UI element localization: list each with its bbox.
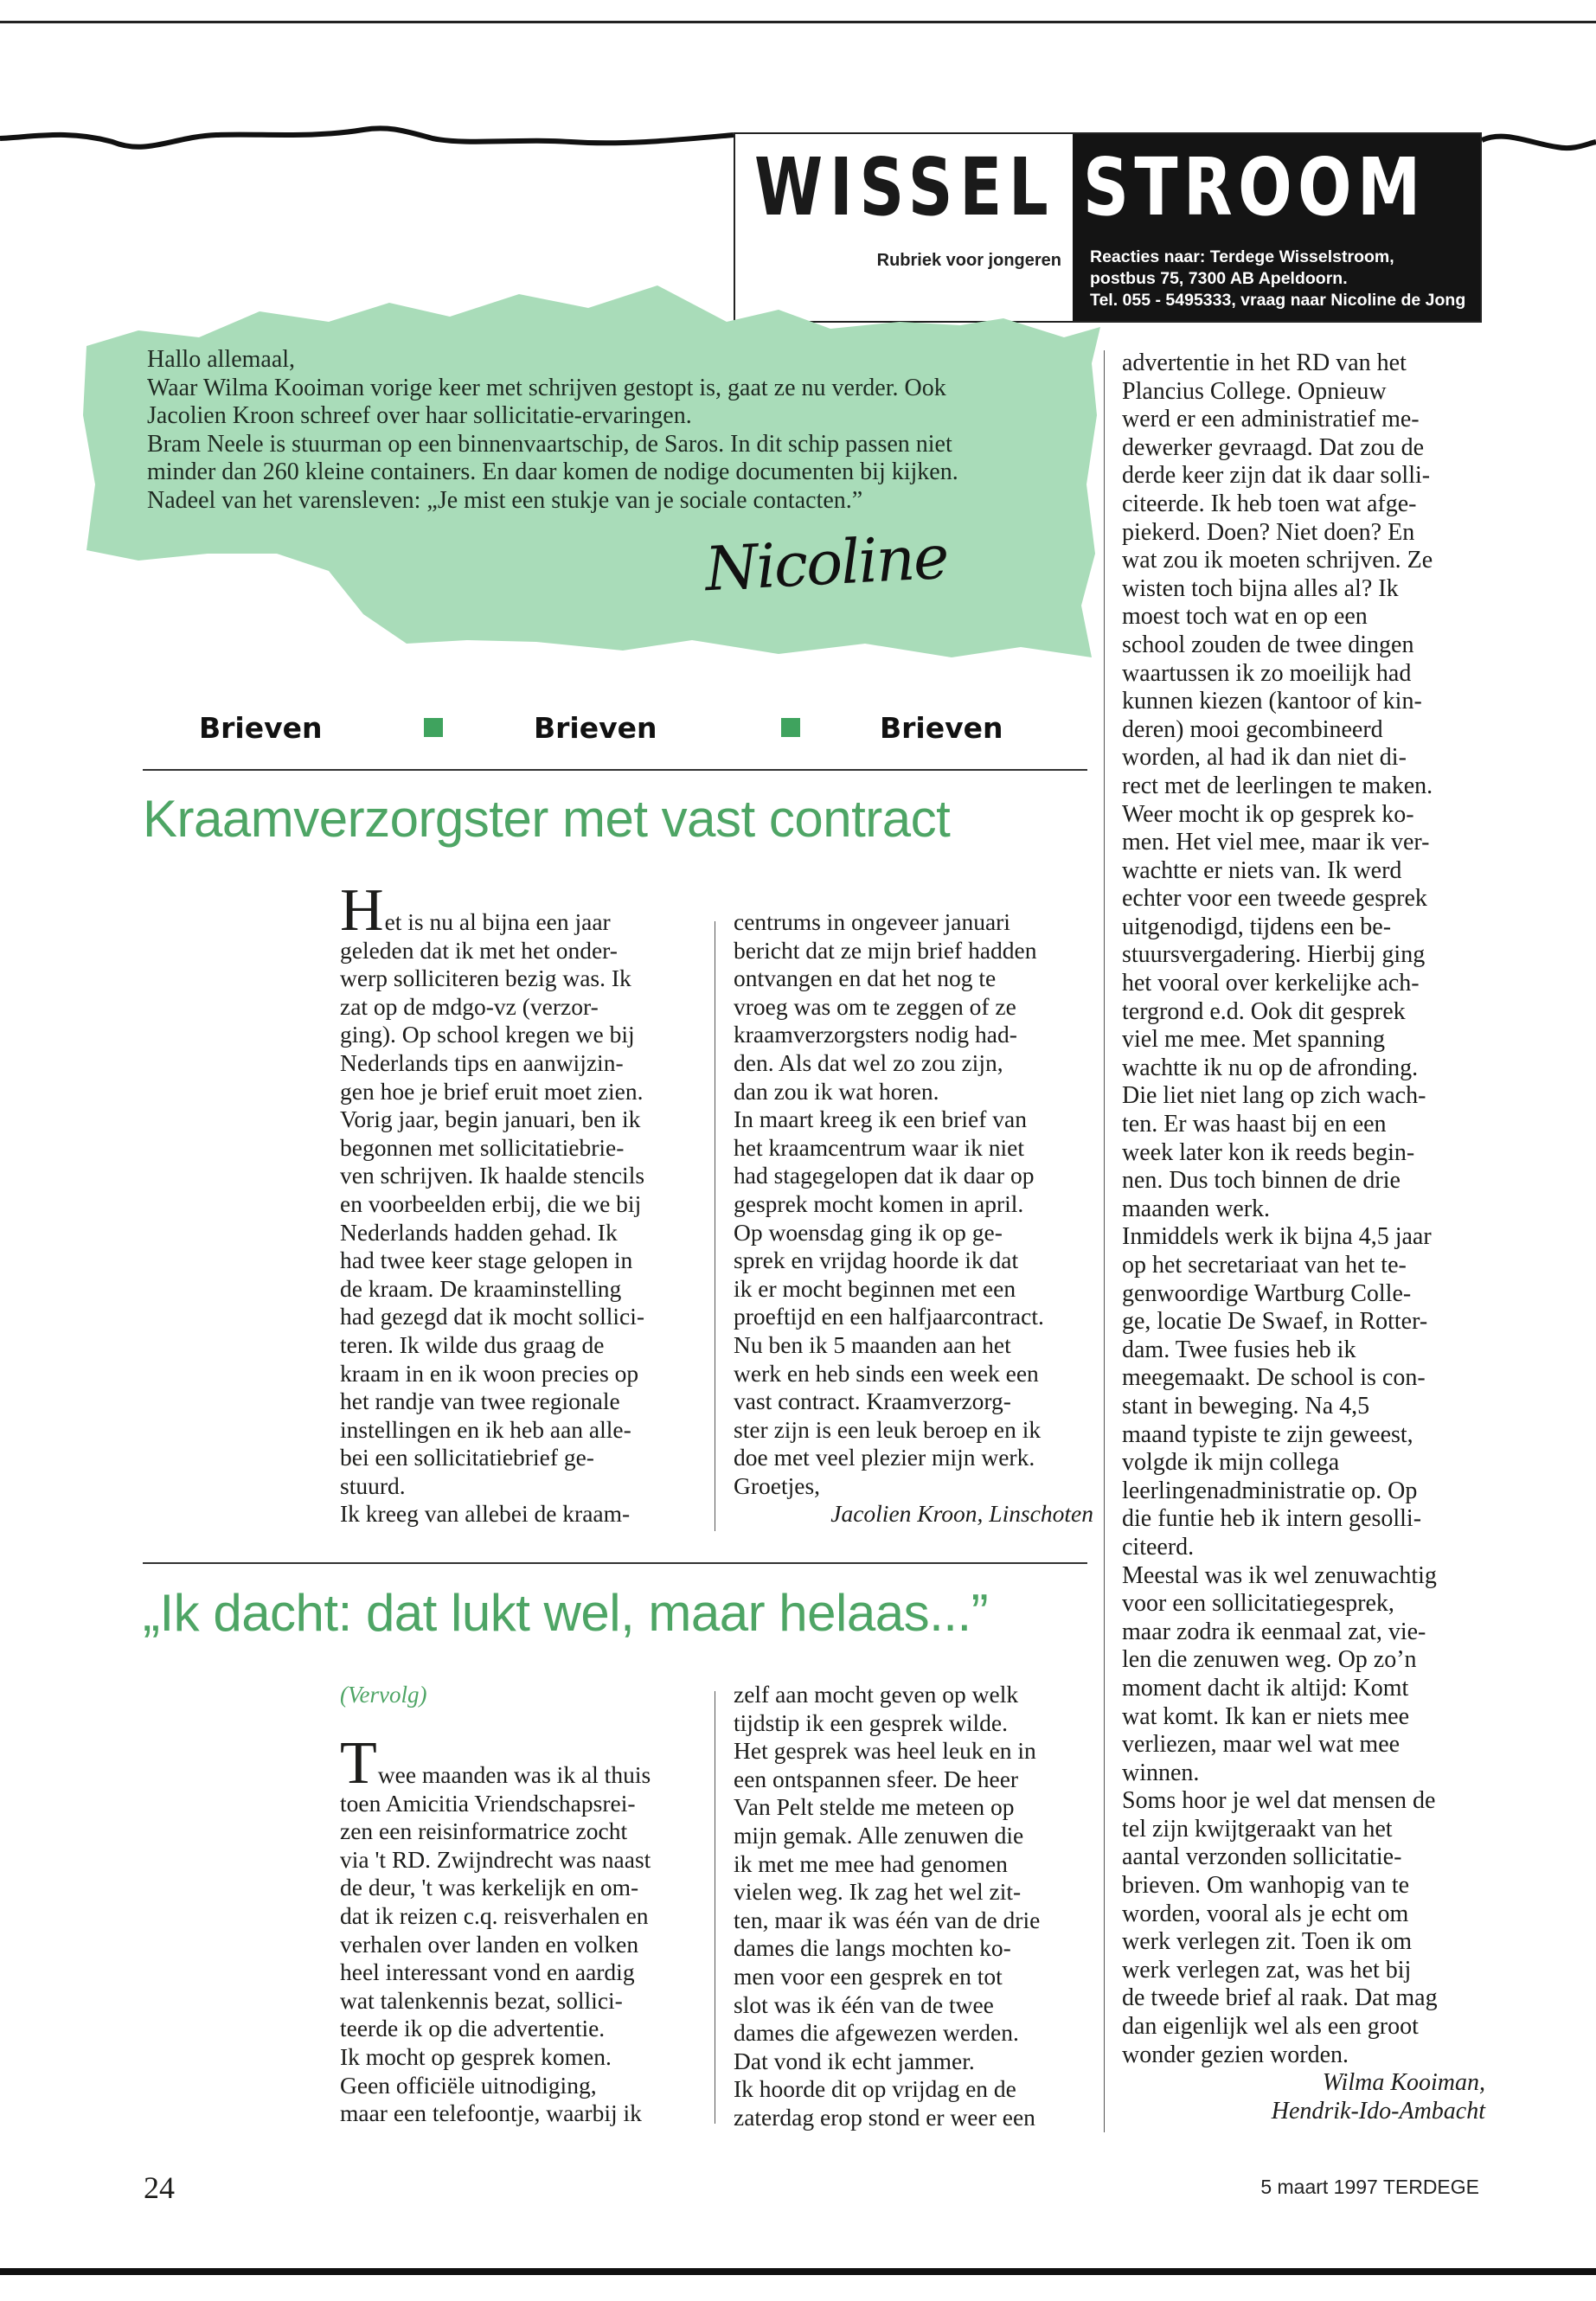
text-line: Meestal was ik wel zenuwachtig [1122, 1561, 1437, 1589]
text-line: vroeg was om te zeggen of ze [734, 992, 1016, 1020]
intro-text [147, 346, 958, 515]
text-line: gesprek mocht komen in april. [734, 1189, 1024, 1217]
text-line: Dat vond ik echt jammer. [734, 2047, 975, 2074]
text-line: toen Amicitia Vriendschapsrei- [340, 1789, 636, 1817]
text-line: In maart kreeg ik een brief van [734, 1106, 1027, 1133]
text-line: via 't RD. Zwijndrecht was naast [340, 1845, 651, 1873]
text-line: Nu ben ik 5 maanden aan het [734, 1330, 1011, 1358]
text-line: Van Pelt stelde me meteen op [734, 1793, 1015, 1821]
signature-nicoline: Nicoline [703, 521, 950, 606]
text-line: Vorig jaar, begin januari, ben ik [340, 1106, 641, 1133]
green-square-bullet [781, 718, 800, 737]
text-line: Nederlands hadden gehad. Ik [340, 1218, 618, 1246]
text-line: de kraam. De kraaminstelling [340, 1274, 622, 1302]
intro-line: Bram Neele is stuurman op een binnenvaartschip, de Saros. In dit schip passen niet [147, 430, 952, 458]
text-line: geleden dat ik met het onder- [340, 936, 618, 964]
text-line: nen. Dus toch binnen de drie [1122, 1167, 1401, 1195]
text-line: tel zijn kwijtgeraakt van het [1122, 1815, 1393, 1843]
text-line: den. Als dat wel zo zou zijn, [734, 1048, 1003, 1076]
text-line: had stagegelopen dat ik daar op [734, 1162, 1035, 1189]
green-square-bullet [424, 718, 443, 737]
text-line: ster zijn is een leuk beroep en ik [734, 1415, 1042, 1443]
text-line-content: et is nu al bijna een jaar [384, 908, 611, 935]
text-line: stuursvergadering. Hierbij ging [1122, 941, 1426, 969]
text-line: wonder gezien worden. [1122, 2041, 1349, 2068]
section-label: Brieven [534, 711, 657, 745]
text-line [340, 877, 703, 944]
text-line-content: wee maanden was ik al thuis [377, 1761, 651, 1788]
section-label: Brieven [199, 711, 323, 745]
text-line: dan eigenlijk wel als een groot [1122, 2013, 1419, 2041]
text-line: brieven. Om wanhopig van te [1122, 1872, 1410, 1900]
text-line: meegemaakt. De school is con- [1122, 1364, 1426, 1392]
text-line: Weer mocht ik op gesprek ko- [1122, 800, 1414, 828]
text-line: die funtie heb ik intern gesolli- [1122, 1505, 1422, 1533]
text-line: Nederlands tips en aanwijzin- [340, 1048, 624, 1076]
continued-label: (Vervolg) [340, 1682, 427, 1708]
issue-label: 5 maart 1997 TERDEGE [1260, 2176, 1479, 2198]
divider [143, 769, 1087, 771]
text-line: werk verlegen zat, was het bij [1122, 1956, 1412, 1984]
text-line: waartussen ik zo moeilijk had [1122, 659, 1412, 687]
text-line: ten. Er was haast bij en een [1122, 1111, 1387, 1138]
header-title-right: STROOM [1083, 141, 1426, 234]
text-line: werk en heb sinds een week een [734, 1359, 1039, 1387]
text-line: werd er een administratief me- [1122, 406, 1420, 433]
divider [143, 1562, 1087, 1564]
text-line: dewerker gevraagd. Dat zou de [1122, 433, 1425, 461]
text-line: slot was ik één van de twee [734, 1990, 994, 2018]
text-line: kunnen kiezen (kantoor of kin- [1122, 688, 1422, 715]
article-title: Kraamverzorgster met vast contract [143, 790, 951, 848]
text-line: genwoordige Wartburg Colle- [1122, 1279, 1412, 1307]
text-line: ge, locatie De Swaef, in Rotter- [1122, 1308, 1428, 1336]
text-line: centrums in ongeveer januari [734, 908, 1010, 935]
text-line: vielen weg. Ik zag het wel zit- [734, 1878, 1022, 1906]
text-line [340, 1730, 703, 1797]
text-line: het randje van twee regionale [340, 1388, 620, 1415]
text-line: worden, vooral als je echt om [1122, 1900, 1409, 1927]
page-number: 24 [144, 2170, 175, 2205]
intro-line: minder dan 260 kleine containers. En daar komen de nodige documenten bij kijken. [147, 458, 958, 485]
text-line: dam. Twee fusies heb ik [1122, 1336, 1356, 1363]
text-line: wisten toch bijna alles al? Ik [1122, 574, 1399, 602]
text-line: werp solliciteren bezig was. Ik [340, 965, 631, 992]
text-line: deren) mooi gecombineerd [1122, 715, 1383, 743]
text-line: moment dacht ik altijd: Komt [1122, 1674, 1409, 1702]
text-line: wachtte ik nu op de afronding. [1122, 1054, 1419, 1081]
text-line: dat ik reizen c.q. reisverhalen en [340, 1901, 649, 1929]
text-line: kraamverzorgsters nodig had- [734, 1021, 1017, 1048]
author-signature: Jacolien Kroon, Linschoten [830, 1500, 1093, 1528]
text-line: ik er mocht beginnen met een [734, 1274, 1016, 1302]
text-line: vast contract. Kraamverzorg- [734, 1388, 1011, 1415]
text-line: ven schrijven. Ik haalde stencils [340, 1162, 645, 1189]
text-line: een ontspannen sfeer. De heer [734, 1765, 1019, 1792]
text-line: men. Het viel mee, maar ik ver- [1122, 829, 1430, 856]
text-line: citeerd. [1122, 1533, 1195, 1561]
text-line: echter voor een tweede gesprek [1122, 885, 1427, 913]
text-line: Het gesprek was heel leuk en in [734, 1737, 1036, 1765]
text-line: maand typiste te zijn geweest, [1122, 1420, 1413, 1448]
contact-line: postbus 75, 7300 AB Apeldoorn. [1090, 269, 1348, 288]
text-line: Ik kreeg van allebei de kraam- [340, 1500, 631, 1528]
text-line: tergrond e.d. Ook dit gesprek [1122, 997, 1406, 1025]
text-line: het vooral over kerkelijke ach- [1122, 970, 1420, 997]
text-line: maar zodra ik eenmaal zat, vie- [1122, 1618, 1426, 1645]
text-line: aantal verzonden sollicitatie- [1122, 1843, 1402, 1871]
text-line: piekerd. Doen? Niet doen? En [1122, 518, 1415, 546]
text-line: ontvangen en dat het nog te [734, 965, 997, 992]
text-line: maar een telefoontje, waarbij ik [340, 2099, 642, 2127]
text-line: len die zenuwen weg. Op zo’n [1122, 1646, 1417, 1674]
text-line: week later kon ik reeds begin- [1122, 1138, 1415, 1166]
text-line: dan zou ik wat horen. [734, 1077, 939, 1105]
text-line: instellingen en ik heb aan alle- [340, 1415, 631, 1443]
text-line: had twee keer stage gelopen in [340, 1247, 633, 1274]
article1-column-2 [734, 908, 1093, 1529]
text-line: het kraamcentrum waar ik niet [734, 1133, 1024, 1161]
text-line: maanden werk. [1122, 1195, 1271, 1222]
text-line: Plancius College. Opnieuw [1122, 377, 1387, 405]
text-line: en voorbeelden erbij, die we bij [340, 1189, 642, 1217]
text-line: de tweede brief al raak. Dat mag [1122, 1984, 1438, 2012]
intro-line: Waar Wilma Kooiman vorige keer met schrijven gestopt is, gaat ze nu verder. Ook [147, 374, 946, 401]
text-line: bei een sollicitatiebrief ge- [340, 1444, 594, 1471]
text-line: ging). Op school kregen we bij [340, 1021, 635, 1048]
article2-column-2 [734, 1681, 1093, 2132]
section-label: Brieven [880, 711, 1003, 745]
text-line: sprek en vrijdag hoorde ik dat [734, 1247, 1019, 1274]
text-line: wat talenkennis bezat, sollici- [340, 1986, 623, 2014]
article2-column-1 [340, 1730, 703, 2128]
bottom-border [0, 2268, 1596, 2275]
text-line: wat komt. Ik kan er niets mee [1122, 1702, 1410, 1730]
text-line: viel me mee. Met spanning [1122, 1026, 1386, 1054]
text-line: wat zou ik moeten schrijven. Ze [1122, 547, 1433, 574]
contact-line: Tel. 055 - 5495333, vraag naar Nicoline de Jong [1090, 291, 1466, 310]
text-line: gen hoe je brief eruit moet zien. [340, 1077, 644, 1105]
author-signature: Wilma Kooiman, [1322, 2069, 1485, 2097]
text-line: zelf aan mocht geven op welk [734, 1681, 1019, 1708]
text-line: voor een sollicitatiegesprek, [1122, 1590, 1394, 1618]
text-line: dames die langs mochten ko- [734, 1934, 1011, 1962]
text-line: verliezen, maar wel wat mee [1122, 1731, 1401, 1759]
text-line: doe met veel plezier mijn werk. [734, 1444, 1035, 1471]
text-line: moest toch wat en op een [1122, 603, 1368, 631]
text-line: derde keer zijn dat ik daar solli- [1122, 462, 1431, 490]
text-line: Die liet niet lang op zich wach- [1122, 1082, 1426, 1110]
drop-cap: H [340, 877, 384, 944]
text-line: zen een reisinformatrice zocht [340, 1817, 628, 1845]
article-title: „Ik dacht: dat lukt wel, maar helaas...” [143, 1584, 989, 1642]
text-line: teren. Ik wilde dus graag de [340, 1330, 605, 1358]
text-line: rect met de leerlingen te maken. [1122, 772, 1433, 799]
intro-line: Jacolien Kroon schreef over haar sollicitatie-ervaringen. [147, 402, 692, 429]
text-line: kraam in en ik woon precies op [340, 1359, 639, 1387]
text-line: had gezegd dat ik mocht sollici- [340, 1303, 645, 1330]
drop-cap: T [340, 1730, 377, 1797]
text-line: verhalen over landen en volken [340, 1930, 639, 1958]
text-line: stuurd. [340, 1471, 406, 1499]
article2-column-3 [1122, 349, 1485, 2125]
text-line: stant in beweging. Na 4,5 [1122, 1392, 1370, 1420]
text-line: mijn gemak. Alle zenuwen die [734, 1821, 1024, 1849]
text-line: bericht dat ze mijn brief hadden [734, 936, 1037, 964]
text-line: citeerde. Ik heb toen wat afge- [1122, 490, 1417, 517]
text-line: heel interessant vond en aardig [340, 1958, 635, 1986]
header-subtitle: Rubriek voor jongeren [876, 251, 1061, 270]
author-signature: Hendrik-Ido-Ambacht [1271, 2097, 1485, 2125]
text-line: op het secretariaat van het te- [1122, 1252, 1407, 1279]
text-line: zat op de mdgo-vz (verzor- [340, 992, 599, 1020]
intro-line: Nadeel van het varensleven: „Je mist een stukje van je sociale contacten.” [147, 486, 863, 514]
text-line: tijdstip ik een gesprek wilde. [734, 1708, 1008, 1736]
contact-line: Reacties naar: Terdege Wisselstroom, [1090, 247, 1394, 266]
text-line: dames die afgewezen werden. [734, 2019, 1019, 2047]
text-line: begonnen met sollicitatiebrie- [340, 1133, 625, 1161]
text-line: worden, al had ik dan niet di- [1122, 744, 1407, 772]
header-title-left: WISSEL [754, 141, 1055, 234]
intro-line: Hallo allemaal, [147, 346, 296, 373]
text-line: wachtte er niets van. Ik werd [1122, 856, 1402, 884]
text-line: uitgenodigd, tijdens een be- [1122, 913, 1392, 940]
text-line: de deur, 't was kerkelijk en om- [340, 1874, 639, 1901]
text-line: school zouden de twee dingen [1122, 631, 1414, 658]
text-line: Groetjes, [734, 1471, 821, 1499]
text-line: ten, maar ik was één van de drie [734, 1906, 1041, 1933]
text-line: proeftijd en een halfjaarcontract. [734, 1303, 1044, 1330]
article1-column-1 [340, 877, 703, 1529]
text-line: teerde ik op die advertentie. [340, 2015, 606, 2042]
text-line: werk verlegen zit. Toen ik om [1122, 1928, 1412, 1956]
text-line: winnen. [1122, 1759, 1200, 1786]
column-divider [1104, 350, 1105, 2132]
text-line: ik met me mee had genomen [734, 1849, 1008, 1877]
text-line: Ik mocht op gesprek komen. [340, 2042, 612, 2070]
text-line: volgde ik mijn collega [1122, 1449, 1340, 1477]
text-line: Op woensdag ging ik op ge- [734, 1218, 1003, 1246]
text-line: Soms hoor je wel dat mensen de [1122, 1787, 1436, 1815]
text-line: Inmiddels werk ik bijna 4,5 jaar [1122, 1223, 1432, 1251]
text-line: leerlingenadministratie op. Op [1122, 1477, 1418, 1504]
text-line: advertentie in het RD van het [1122, 349, 1407, 376]
text-line: zaterdag erop stond er weer een [734, 2103, 1035, 2131]
text-line: Ik hoorde dit op vrijdag en de [734, 2075, 1016, 2103]
text-line: Geen officiële uitnodiging, [340, 2071, 597, 2099]
text-line: men voor een gesprek en tot [734, 1962, 1003, 1990]
